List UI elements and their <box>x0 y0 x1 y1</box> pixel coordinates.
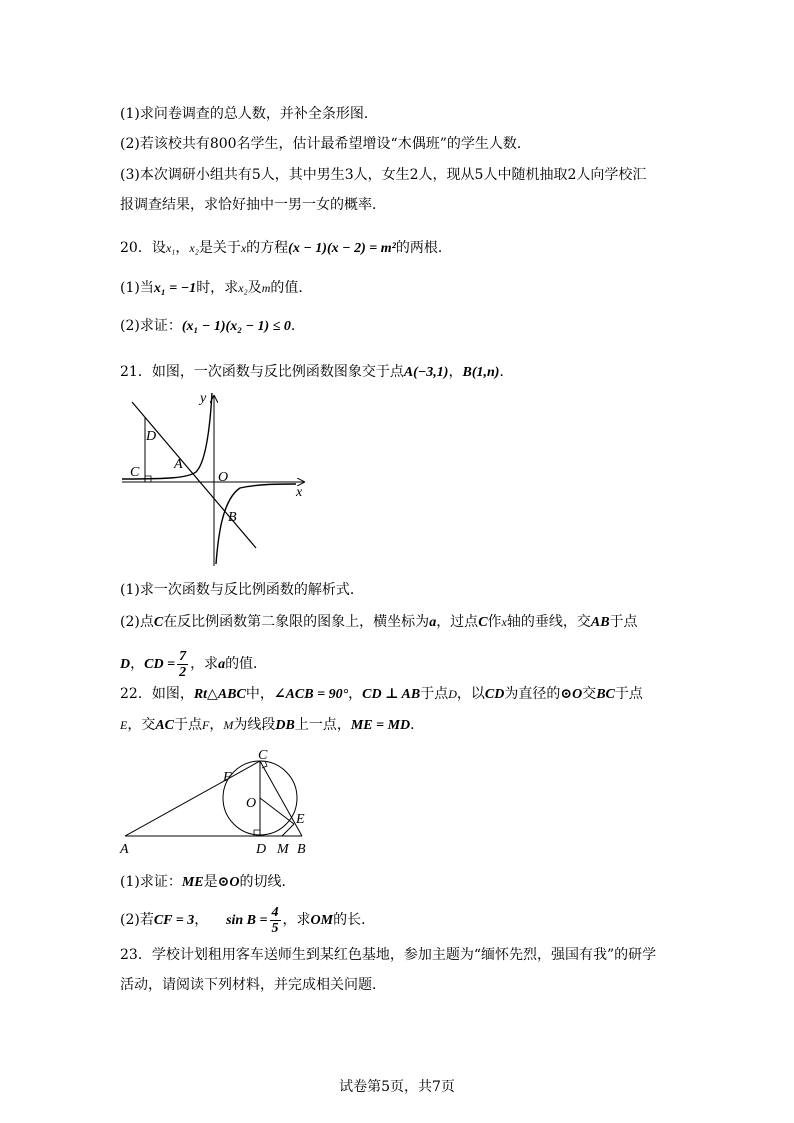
label-M: M <box>277 842 289 857</box>
label-A: A <box>174 457 183 472</box>
q23-stem-line2: 活动，请阅读下列材料，并完成相关问题． <box>120 977 386 993</box>
segment-OE <box>260 798 294 824</box>
label-y: y <box>200 391 207 406</box>
q22-part2: (2)若CF = 3， sin B = $\frac{4}{5}$ ，求OM的长． <box>120 904 376 936</box>
label-x: x <box>296 485 303 500</box>
label-E: E <box>296 812 305 827</box>
q22-stem-line2: E，交AC于点F，M为线段DB上一点，ME = MD． <box>120 717 425 733</box>
q22-part1: (1)求证：ME是⊙O的切线． <box>120 874 296 890</box>
label-O: O <box>246 796 257 811</box>
q19-part3-line1: (3)本次调研小组共有5人，其中男生3人，女生2人，现从5人中随机抽取2人向学校汇 <box>120 167 647 183</box>
label-D: D <box>256 842 267 857</box>
q19-part2: (2)若该校共有800名学生，估计最希望增设“木偶班”的学生人数． <box>120 136 531 152</box>
label-D: D <box>146 429 157 444</box>
q21-part2-line2: D，CD = $\frac{7}{2}$ ，求a的值． <box>120 648 268 680</box>
q20-part2: (2)求证：(x₁ − 1)(x₂ − 1) ≤ 0． <box>120 318 305 334</box>
side-AC <box>125 761 260 836</box>
q21-stem: 21．如图，一次函数与反比例函数图象交于点A(−3,1)，B(1,n)． <box>120 364 514 380</box>
q22-geometry-figure <box>115 748 320 860</box>
fraction-4-over-5: $\frac{4}{5}$ <box>271 904 279 936</box>
q20-equation: (x − 1)(x − 2) = m² <box>288 241 396 256</box>
page-footer: 试卷第5页，共7页 <box>339 1079 455 1095</box>
q19-part3-line2: 报调查结果，求恰好抽中一男一女的概率． <box>120 197 386 213</box>
label-C: C <box>130 465 140 480</box>
q21-part2-line1: (2)点C在反比例函数第二象限的图象上，横坐标为a，过点C作x轴的垂线，交AB于点 <box>120 614 638 630</box>
q20-part1: (1)当x₁ = −1时，求x₂及m的值． <box>120 280 313 296</box>
label-B: B <box>228 510 237 525</box>
q19-part1: (1)求问卷调查的总人数，并补全条形图． <box>120 106 378 122</box>
label-O: O <box>218 470 229 485</box>
label-C: C <box>258 748 268 763</box>
label-B: B <box>297 842 306 857</box>
q21-function-graph <box>118 388 318 568</box>
fraction-7-over-2: $\frac{7}{2}$ <box>179 648 187 680</box>
q21-part1: (1)求一次函数与反比例函数的解析式． <box>120 582 364 598</box>
label-A: A <box>120 842 129 857</box>
q20-stem: 20．设x₁，x₂是关于x的方程(x − 1)(x − 2) = m²的两根． <box>120 240 452 256</box>
q23-stem-line1: 23．学校计划租用客车送师生到某红色基地，参加主题为“缅怀先烈，强国有我”的研学 <box>120 947 657 963</box>
label-F: F <box>223 770 232 785</box>
linear-function-line <box>132 402 256 548</box>
q22-stem-line1: 22．如图，Rt△ABC中，∠ACB = 90°，CD ⊥ AB于点D，以CD为直径的⊙O交BC于点 <box>120 686 643 702</box>
